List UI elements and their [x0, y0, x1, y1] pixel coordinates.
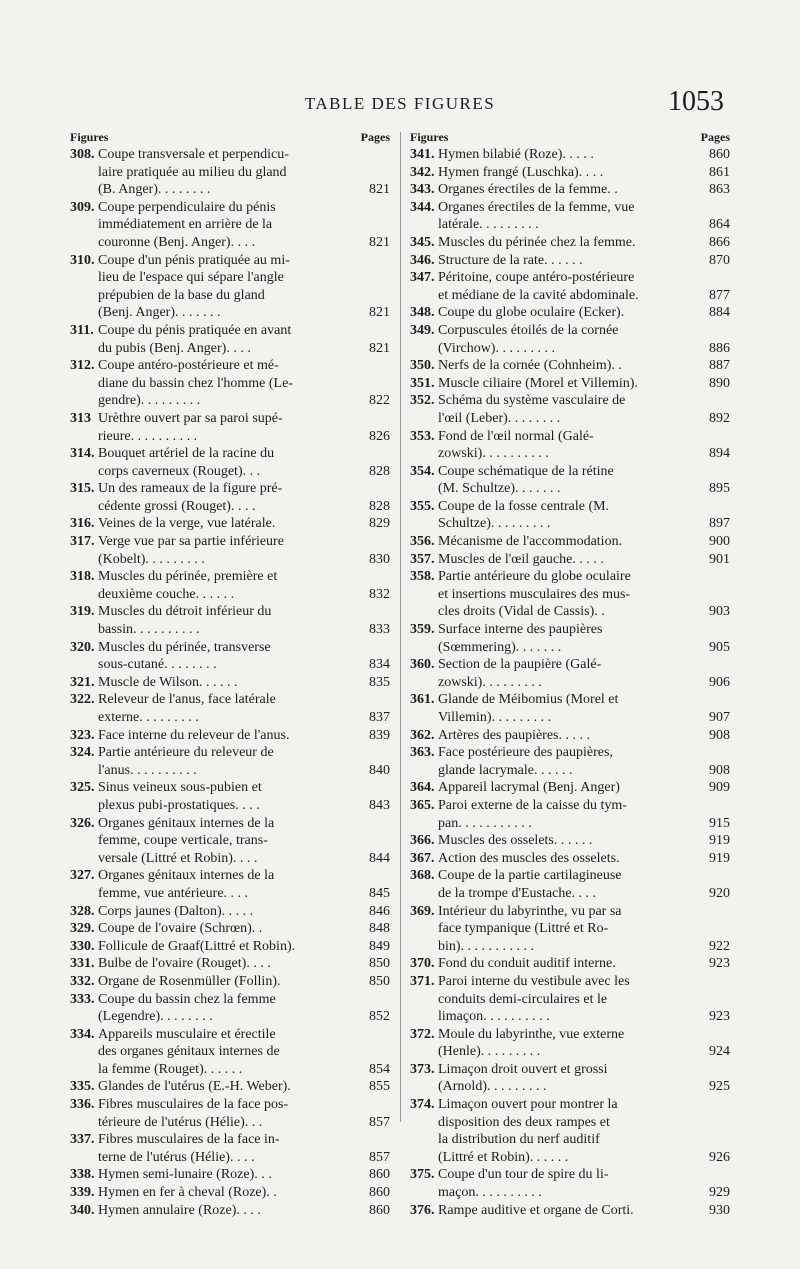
figure-page: 861: [709, 164, 730, 180]
figure-entry: [410, 797, 730, 832]
figure-page: 892: [709, 410, 730, 426]
figure-page: 834: [369, 657, 390, 673]
figure-caption: Coupe du globe oculaire (Ecker).: [438, 305, 625, 321]
figure-entry: [410, 392, 730, 427]
figure-entry: [70, 252, 390, 322]
figure-page: 925: [709, 1079, 730, 1095]
figure-caption: Coupe de la partie cartilagineuse de la trompe d'Eustache. . . .: [438, 868, 622, 901]
figure-caption: Coupe du bassin chez la femme (Legendre). . . . . . . .: [98, 991, 276, 1025]
figure-number: 331.: [70, 956, 95, 972]
figure-page: 844: [369, 850, 390, 866]
figure-number: 358.: [410, 569, 435, 585]
figure-entry: [410, 252, 730, 270]
figure-page: 907: [709, 710, 730, 725]
running-title: TABLE DES FIGURES: [304, 94, 496, 113]
figure-page: 926: [709, 1149, 730, 1165]
figure-page: 915: [709, 815, 730, 831]
figure-caption: Face postérieure des paupières, glande lacrymale. . . . . .: [438, 745, 613, 778]
figure-entry: [410, 973, 730, 1026]
figure-page: 863: [709, 182, 730, 198]
figure-number: 314.: [70, 446, 95, 462]
figure-number: 348.: [410, 305, 435, 321]
figure-page: 857: [369, 1114, 390, 1130]
figure-entry: [410, 428, 730, 463]
figure-page: 835: [369, 674, 390, 690]
figure-page: 890: [709, 375, 730, 391]
figure-page: 886: [709, 340, 730, 356]
right-column: [410, 128, 730, 1219]
figure-number: 317.: [70, 534, 95, 550]
figure-page: 826: [369, 428, 390, 444]
figure-number: 347.: [410, 270, 435, 286]
figure-caption: Moule du labyrinthe, vue externe (Henle). . . . . . . . .: [438, 1026, 625, 1060]
figure-number: 329.: [70, 921, 95, 937]
figure-page: 852: [369, 1009, 390, 1025]
figure-entry: [70, 568, 390, 603]
figure-caption: Coupe de l'ovaire (Schrœn). .: [98, 921, 263, 937]
figure-number: 335.: [70, 1079, 95, 1095]
figure-entry: [410, 322, 730, 357]
figure-caption: Surface interne des paupières (Sœmmering). . . . . . .: [438, 622, 603, 655]
figure-page: 930: [709, 1202, 730, 1218]
figure-page: 897: [709, 516, 730, 532]
figure-caption: Coupe d'un pénis pratiquée au mi- lieu de l'espace qui sépare l'angle prépubien de la base du gland (Benj. Anger). . . . . . .: [98, 252, 290, 321]
figure-entry: [70, 955, 390, 973]
figure-entry: [70, 445, 390, 480]
figure-entry: [410, 498, 730, 533]
figure-page: 821: [369, 234, 390, 250]
figure-number: 338.: [70, 1167, 95, 1183]
figure-page: 860: [369, 1167, 390, 1183]
figure-page: 906: [709, 674, 730, 690]
figure-entry: [70, 1202, 390, 1220]
figure-entry: [70, 146, 390, 199]
figure-caption: Glande de Méibomius (Morel et Villemin). . . . . . . . .: [438, 692, 619, 725]
figure-number: 376.: [410, 1202, 435, 1218]
figure-entry: [70, 480, 390, 515]
figure-caption: Veines de la verge, vue latérale.: [98, 516, 276, 532]
figure-number: 363.: [410, 745, 435, 761]
figure-number: 367.: [410, 850, 435, 866]
figure-caption: Organe de Rosenmüller (Follin).: [98, 973, 281, 989]
figure-entry: [70, 973, 390, 991]
figure-number: 349.: [410, 322, 435, 338]
figure-page: 821: [369, 340, 390, 356]
figure-page: 901: [709, 551, 730, 567]
figure-caption: Glandes de l'utérus (E.-H. Weber).: [98, 1079, 291, 1095]
figure-caption: Hymen semi-lunaire (Roze). . .: [98, 1167, 272, 1183]
figures-label: Figures: [410, 130, 449, 144]
figure-caption: Péritoine, coupe antéro-postérieure et médiane de la cavité abdominale.: [438, 270, 639, 303]
figure-caption: Coupe transversale et perpendicu- laire pratiquée au milieu du gland (B. Anger). . . . . . . .: [98, 147, 289, 198]
figure-entry: [70, 603, 390, 638]
figure-page: 822: [369, 393, 390, 409]
figure-caption: Partie antérieure du releveur de l'anus. . . . . . . . . .: [98, 745, 274, 778]
figure-page: 908: [709, 727, 730, 743]
figure-caption: Limaçon droit ouvert et grossi (Arnold). . . . . . . . .: [438, 1061, 608, 1095]
figure-page: 837: [369, 710, 390, 725]
figure-page: 909: [709, 780, 730, 796]
figure-entry: [70, 867, 390, 902]
figure-number: 352.: [410, 393, 435, 409]
figure-entry: [70, 1096, 390, 1131]
figure-index: [70, 128, 730, 1218]
figure-caption: Organes génitaux internes de la femme, coupe verticale, trans- versale (Littré et Robin). . . .: [98, 815, 275, 866]
figure-page: 860: [369, 1185, 390, 1201]
figure-page: 828: [369, 463, 390, 479]
figure-caption: Fond du conduit auditif interne.: [438, 956, 616, 972]
figure-number: 316.: [70, 516, 95, 532]
figure-page: 922: [709, 938, 730, 954]
figure-entry: [410, 621, 730, 656]
figure-caption: Intérieur du labyrinthe, vu par sa face tympanique (Littré et Ro- bin). . . . . . . . . . .: [438, 903, 622, 954]
figure-entry: [70, 903, 390, 921]
figure-page: 900: [709, 534, 730, 550]
figure-number: 375.: [410, 1167, 435, 1183]
figure-caption: Fibres musculaires de la face in- terne de l'utérus (Hélie). . . .: [98, 1132, 280, 1165]
figure-number: 309.: [70, 199, 95, 215]
figure-caption: Corps jaunes (Dalton). . . . .: [98, 903, 254, 919]
figure-page: 833: [369, 622, 390, 638]
figure-caption: Muscles du périnée chez la femme.: [438, 234, 636, 250]
figure-number: 341.: [410, 147, 435, 162]
figure-number: 324.: [70, 745, 95, 761]
figure-caption: Coupe du pénis pratiquée en avant du pubis (Benj. Anger). . . .: [98, 322, 292, 356]
figure-number: 346.: [410, 252, 435, 268]
figure-number: 372.: [410, 1026, 435, 1042]
figure-page: 849: [369, 938, 390, 954]
left-column: [70, 128, 390, 1219]
figure-page: 829: [369, 516, 390, 532]
figure-number: 373.: [410, 1061, 435, 1077]
pages-label: Pages: [700, 130, 730, 144]
figure-page: 923: [709, 1009, 730, 1025]
figure-number: 353.: [410, 428, 435, 444]
figure-entry: [410, 357, 730, 375]
figure-number: 340.: [70, 1202, 95, 1218]
figure-entry: [410, 727, 730, 745]
figure-entry: [410, 146, 730, 164]
figure-caption: Coupe antéro-postérieure et mé- diane du bassin chez l'homme (Le- gendre). . . . . . . . .: [98, 358, 293, 409]
figure-entry: [410, 568, 730, 621]
figure-number: 365.: [410, 797, 435, 813]
figure-caption: Nerfs de la cornée (Cohnheim). .: [438, 358, 622, 374]
figure-entry: [410, 551, 730, 569]
figure-number: 313: [70, 410, 91, 426]
figure-number: 319.: [70, 604, 95, 620]
figure-caption: Mécanisme de l'accommodation.: [438, 534, 623, 550]
figure-entry: [70, 815, 390, 868]
figure-caption: Follicule de Graaf(Littré et Robin).: [98, 938, 296, 954]
figure-number: 364.: [410, 780, 435, 796]
figure-entry: [410, 1202, 730, 1220]
figure-entry: [70, 1166, 390, 1184]
figure-caption: Muscles du périnée, première et deuxième couche. . . . . .: [98, 569, 278, 602]
figure-number: 310.: [70, 252, 95, 268]
figure-number: 366.: [410, 833, 435, 849]
figure-entry: [410, 375, 730, 393]
figure-entry: [70, 920, 390, 938]
figure-page: 850: [369, 973, 390, 989]
figure-caption: Organes génitaux internes de la femme, vue antérieure. . . .: [98, 868, 275, 901]
figure-number: 325.: [70, 780, 95, 796]
figure-caption: Muscle de Wilson. . . . . .: [98, 674, 238, 690]
figure-entry: [410, 779, 730, 797]
figure-entry: [410, 304, 730, 322]
figure-entry: [70, 410, 390, 445]
figure-page: 821: [369, 182, 390, 198]
page-number: 1053: [668, 86, 724, 117]
figure-entry: [410, 1096, 730, 1166]
figure-entry: [410, 269, 730, 304]
figure-number: 344.: [410, 199, 435, 215]
figure-entry: [70, 1184, 390, 1202]
figure-entry: [70, 727, 390, 745]
figure-entry: [410, 463, 730, 498]
figure-entry: [70, 199, 390, 252]
figure-number: 333.: [70, 991, 95, 1007]
figure-caption: Releveur de l'anus, face latérale externe. . . . . . . . .: [98, 692, 276, 725]
figure-caption: Fond de l'œil normal (Galé- zowski). . . . . . . . . .: [438, 428, 594, 462]
figure-caption: Coupe d'un tour de spire du li- maçon. . . . . . . . . .: [438, 1167, 609, 1201]
figure-number: 330.: [70, 938, 95, 954]
figure-caption: Muscles des osselets. . . . . .: [438, 833, 593, 849]
figure-number: 343.: [410, 182, 435, 198]
figure-entry: [410, 1026, 730, 1061]
figure-caption: Paroi interne du vestibule avec les conduits demi-circulaires et le limaçon. . . . . . . . . .: [438, 973, 630, 1025]
figure-entry: [70, 938, 390, 956]
figure-caption: Fibres musculaires de la face pos- térieure de l'utérus (Hélie). . .: [98, 1097, 289, 1130]
figure-number: 318.: [70, 569, 95, 585]
figure-number: 321.: [70, 674, 95, 690]
figure-caption: Coupe perpendiculaire du pénis immédiatement en arrière de la couronne (Benj. Anger). . . .: [98, 199, 276, 250]
figure-entry: [70, 1026, 390, 1079]
figure-page: 924: [709, 1044, 730, 1060]
figure-page: 923: [709, 956, 730, 972]
figure-entry: [410, 832, 730, 850]
figure-entry: [70, 533, 390, 568]
figure-page: 843: [369, 797, 390, 813]
figure-page: 864: [709, 217, 730, 233]
figure-page: 894: [709, 446, 730, 462]
figure-caption: Urèthre ouvert par sa paroi supé- rieure. . . . . . . . . .: [98, 410, 283, 444]
figure-number: 369.: [410, 903, 435, 919]
figure-page: 903: [709, 604, 730, 620]
figure-number: 359.: [410, 622, 435, 638]
figure-entry: [410, 181, 730, 199]
figure-caption: Muscles de l'œil gauche. . . . .: [438, 551, 604, 567]
figure-number: 334.: [70, 1026, 95, 1042]
figure-caption: Partie antérieure du globe oculaire et insertions musculaires des mus- cles droits (Vidal de Cassis). .: [438, 569, 631, 620]
figure-caption: Paroi externe de la caisse du tym- pan. . . . . . . . . . .: [438, 797, 627, 831]
figure-page: 828: [369, 498, 390, 514]
figure-number: 308.: [70, 147, 95, 162]
figure-page: 919: [709, 850, 730, 866]
figure-page: 830: [369, 551, 390, 567]
figure-caption: Verge vue par sa partie inférieure (Kobelt). . . . . . . . .: [98, 534, 284, 567]
figure-page: 870: [709, 252, 730, 268]
figure-entry: [410, 1061, 730, 1096]
figure-entry: [410, 656, 730, 691]
figure-page: 884: [709, 305, 730, 321]
figure-number: 323.: [70, 727, 95, 743]
figure-caption: Hymen en fer à cheval (Roze). .: [98, 1185, 277, 1201]
figure-page: 857: [369, 1149, 390, 1165]
figure-page: 832: [369, 586, 390, 602]
figure-page: 905: [709, 639, 730, 655]
figure-number: 360.: [410, 657, 435, 673]
figure-number: 332.: [70, 973, 95, 989]
figure-number: 350.: [410, 358, 435, 374]
figure-page: 860: [709, 147, 730, 162]
figure-caption: Un des rameaux de la figure pré- cédente grossi (Rouget). . . .: [98, 481, 283, 514]
figure-page: 846: [369, 903, 390, 919]
figure-page: 845: [369, 885, 390, 901]
figure-page: 850: [369, 956, 390, 972]
figure-caption: Coupe schématique de la rétine (M. Schultze). . . . . . .: [438, 463, 614, 497]
figure-entry: [410, 850, 730, 868]
figure-number: 326.: [70, 815, 95, 831]
figure-number: 354.: [410, 463, 435, 479]
figure-caption: Section de la paupière (Galé- zowski). . . . . . . . .: [438, 657, 602, 690]
figure-entry: [410, 903, 730, 956]
figure-entry: [410, 744, 730, 779]
figure-caption: Limaçon ouvert pour montrer la disposition des deux rampes et la distribution du nerf auditif (Littré et Robin). . . . . .: [438, 1097, 618, 1165]
figure-caption: Hymen annulaire (Roze). . . .: [98, 1202, 261, 1218]
figure-entry: [410, 1166, 730, 1201]
figure-number: 327.: [70, 868, 95, 884]
figure-entry: [410, 867, 730, 902]
figure-page: 887: [709, 358, 730, 374]
figure-caption: Appareil lacrymal (Benj. Anger): [438, 780, 620, 796]
figure-number: 362.: [410, 727, 435, 743]
figure-entry: [410, 199, 730, 234]
figure-entry: [70, 515, 390, 533]
figure-number: 351.: [410, 375, 435, 391]
figure-entry: [70, 357, 390, 410]
figure-number: 342.: [410, 164, 435, 180]
figure-entry: [70, 691, 390, 726]
figure-caption: Appareils musculaire et érectile des organes génitaux internes de la femme (Rouget). . . . . .: [98, 1026, 280, 1077]
figure-caption: Structure de la rate. . . . . .: [438, 252, 583, 268]
right-column-header: [410, 128, 730, 146]
figure-number: 320.: [70, 639, 95, 655]
figure-caption: Corpuscules étoilés de la cornée (Virchow). . . . . . . . .: [438, 322, 619, 356]
figure-page: 821: [369, 305, 390, 321]
figure-caption: Hymen frangé (Luschka). . . .: [438, 164, 604, 180]
figures-label: Figures: [70, 130, 109, 144]
figure-number: 322.: [70, 692, 95, 708]
figure-number: 328.: [70, 903, 95, 919]
figure-entry: [70, 1131, 390, 1166]
figure-caption: Face interne du releveur de l'anus.: [98, 727, 290, 743]
figure-caption: Muscle ciliaire (Morel et Villemin).: [438, 375, 638, 391]
page-header: [70, 88, 730, 122]
figure-number: 336.: [70, 1097, 95, 1113]
figure-number: 356.: [410, 534, 435, 550]
left-column-header: [70, 128, 390, 146]
figure-entry: [410, 164, 730, 182]
figure-entry: [70, 991, 390, 1026]
figure-page: 840: [369, 762, 390, 778]
figure-caption: Artères des paupières. . . . .: [438, 727, 591, 743]
figure-number: 345.: [410, 234, 435, 250]
figure-page: 866: [709, 234, 730, 250]
figure-caption: Sinus veineux sous-pubien et plexus pubi-prostatiques. . . .: [98, 780, 262, 813]
figure-caption: Bulbe de l'ovaire (Rouget). . . .: [98, 956, 271, 972]
figure-caption: Hymen bilabié (Roze). . . . .: [438, 147, 594, 162]
column-divider: [400, 132, 401, 1122]
figure-page: 848: [369, 921, 390, 937]
figure-entry: [410, 955, 730, 973]
figure-page: 855: [369, 1079, 390, 1095]
figure-number: 361.: [410, 692, 435, 708]
figure-caption: Coupe de la fosse centrale (M. Schultze). . . . . . . . .: [438, 498, 610, 532]
figure-page: 895: [709, 481, 730, 497]
figure-entry: [70, 744, 390, 779]
figure-page: 877: [709, 287, 730, 303]
figure-caption: Action des muscles des osselets.: [438, 850, 620, 866]
figure-caption: Rampe auditive et organe de Corti.: [438, 1202, 634, 1218]
figure-entry: [70, 779, 390, 814]
figure-entry: [70, 674, 390, 692]
figure-number: 370.: [410, 956, 435, 972]
figure-caption: Muscles du périnée, transverse sous-cutané. . . . . . . .: [98, 639, 271, 673]
figure-page: 919: [709, 833, 730, 849]
figure-caption: Organes érectiles de la femme. .: [438, 182, 618, 198]
figure-number: 339.: [70, 1185, 95, 1201]
figure-number: 368.: [410, 868, 435, 884]
figure-number: 374.: [410, 1097, 435, 1113]
figure-caption: Muscles du détroit inférieur du bassin. . . . . . . . . .: [98, 604, 272, 638]
figure-entry: [70, 322, 390, 357]
figure-number: 355.: [410, 498, 435, 514]
figure-entry: [70, 639, 390, 674]
figure-page: 929: [709, 1185, 730, 1201]
figure-page: 860: [369, 1202, 390, 1218]
figure-number: 357.: [410, 551, 435, 567]
figure-number: 311.: [70, 322, 94, 338]
figure-entry: [410, 691, 730, 726]
figure-caption: Schéma du système vasculaire de l'œil (Leber). . . . . . . .: [438, 393, 626, 426]
figure-number: 312.: [70, 358, 95, 374]
figure-entry: [410, 533, 730, 551]
figure-number: 371.: [410, 973, 435, 989]
figure-page: 854: [369, 1061, 390, 1077]
figure-page: 920: [709, 885, 730, 901]
pages-label: Pages: [360, 130, 390, 144]
figure-entry: [70, 1078, 390, 1096]
figure-page: 908: [709, 762, 730, 778]
figure-number: 315.: [70, 481, 95, 497]
figure-entry: [410, 234, 730, 252]
figure-caption: Organes érectiles de la femme, vue latérale. . . . . . . . .: [438, 199, 635, 233]
figure-caption: Bouquet artériel de la racine du corps caverneux (Rouget). . .: [98, 446, 275, 479]
figure-number: 337.: [70, 1132, 95, 1148]
figure-page: 839: [369, 727, 390, 743]
